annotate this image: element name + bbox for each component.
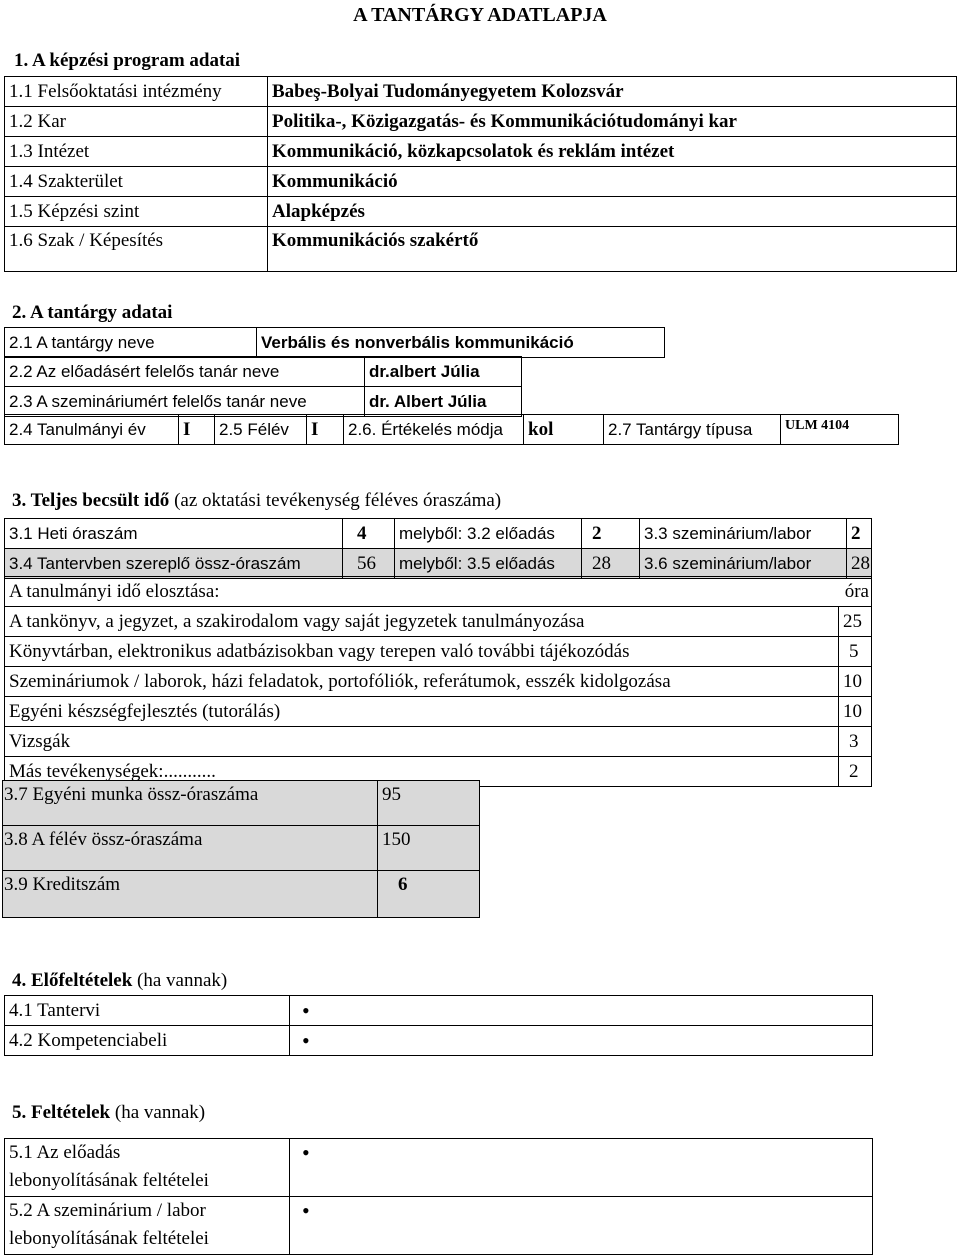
- bullet-icon: •: [290, 996, 873, 1026]
- condition-label-line: lebonyolításának feltételei: [9, 1228, 209, 1249]
- table-row: [3, 871, 480, 918]
- table-row: [5, 667, 872, 697]
- table-row: [5, 387, 522, 417]
- table-row: [5, 107, 957, 137]
- lecturer-value: dr.albert Júlia: [365, 357, 522, 387]
- table-row: [5, 727, 872, 757]
- individual-work-value: 95: [378, 781, 480, 826]
- row-label: 1.4 Szakterület: [5, 167, 268, 197]
- table-row: [5, 697, 872, 727]
- table-row: [3, 781, 480, 826]
- course-type-label: 2.7 Tantárgy típusa: [604, 415, 781, 445]
- prerequisite-label: 4.1 Tantervi: [5, 996, 290, 1026]
- totals-table: [2, 780, 480, 918]
- table-row: [5, 519, 872, 549]
- table-row: [5, 328, 665, 358]
- table-row: [5, 357, 522, 387]
- credits-value: 6: [378, 871, 480, 918]
- section4-heading: [12, 970, 227, 992]
- table-row: [5, 577, 872, 607]
- distribution-row-label: Más tevékenységek:...........: [5, 757, 839, 787]
- distribution-row-value: 2: [839, 757, 872, 787]
- seminar-lecturer-label: 2.3 A szemináriumért felelős tanár neve: [5, 387, 365, 417]
- row-label: 1.5 Képzési szint: [5, 197, 268, 227]
- seminar-lecturer-value: dr. Albert Júlia: [365, 387, 522, 417]
- table-row: [5, 227, 957, 272]
- page-title: A TANTÁRGY ADATLAPJA: [353, 4, 607, 26]
- semester-total-label: 3.8 A félév össz-óraszáma: [3, 826, 378, 871]
- program-data-table: [4, 76, 957, 272]
- row-label: 1.6 Szak / Képesítés: [5, 227, 268, 272]
- prerequisite-label: 4.2 Kompetenciabeli: [5, 1026, 290, 1056]
- section5-heading-bold: 5. Feltételek: [12, 1102, 111, 1123]
- semester-total-value: 150: [378, 826, 480, 871]
- distribution-row-label: Vizsgák: [5, 727, 839, 757]
- total-hours-value: 56: [343, 549, 395, 579]
- total-seminar-value: 28: [847, 549, 872, 579]
- section4-heading-bold: 4. Előfeltételek: [12, 970, 133, 991]
- course-type-value: ULM 4104: [781, 415, 899, 445]
- condition-label-line: 5.2 A szeminárium / labor: [9, 1200, 206, 1221]
- distribution-row-label: Egyéni készségfejlesztés (tutorálás): [5, 697, 839, 727]
- row-value: Alapképzés: [268, 197, 957, 227]
- row-value: Kommunikáció, közkapcsolatok és reklám intézet: [268, 137, 957, 167]
- table-row: [5, 167, 957, 197]
- condition-label-line: 5.1 Az előadás: [9, 1142, 121, 1163]
- time-distribution-table: [4, 576, 872, 787]
- distribution-unit: óra: [839, 577, 872, 607]
- section1-heading: 1. A képzési program adatai: [14, 50, 241, 71]
- evaluation-label: 2.6. Értékelés módja: [344, 415, 524, 445]
- semester-label: 2.5 Félév: [215, 415, 307, 445]
- distribution-row-value: 25: [839, 607, 872, 637]
- distribution-row-label: Szemináriumok / laborok, házi feladatok, portofóliók, referátumok, esszék kidolgozása: [5, 667, 839, 697]
- table-row: [5, 415, 899, 445]
- table-row: [5, 1139, 873, 1197]
- row-value: Politika-, Közigazgatás- és Kommunikációtudományi kar: [268, 107, 957, 137]
- year-value: I: [179, 415, 215, 445]
- section2-heading: 2. A tantárgy adatai: [12, 302, 173, 323]
- table-row: [3, 826, 480, 871]
- row-label: 1.1 Felsőoktatási intézmény: [5, 77, 268, 107]
- row-label: 1.3 Intézet: [5, 137, 268, 167]
- section5-heading: [12, 1102, 205, 1124]
- section3-heading-rest: (az oktatási tevékenység féléves óraszáma): [169, 490, 502, 511]
- total-hours-label: 3.4 Tantervben szereplő össz-óraszám: [5, 549, 343, 579]
- distribution-row-label: A tankönyv, a jegyzet, a szakirodalom vagy saját jegyzetek tanulmányozása: [5, 607, 839, 637]
- bullet-icon: •: [290, 1026, 873, 1056]
- year-label: 2.4 Tanulmányi év: [5, 415, 179, 445]
- course-name-value: Verbális és nonverbális kommunikáció: [257, 328, 665, 358]
- condition-label-line: lebonyolításának feltételei: [9, 1170, 209, 1191]
- weekly-seminar-value: 2: [847, 519, 872, 549]
- row-label: 1.2 Kar: [5, 107, 268, 137]
- table-row: [5, 1197, 873, 1255]
- distribution-row-label: Könyvtárban, elektronikus adatbázisokban vagy terepen való további tájékozódás: [5, 637, 839, 667]
- total-lecture-label: melyből: 3.5 előadás: [395, 549, 582, 579]
- total-seminar-label: 3.6 szeminárium/labor: [640, 549, 847, 579]
- table-row: [5, 607, 872, 637]
- condition-label: [5, 1197, 290, 1255]
- section3-heading: [12, 490, 501, 512]
- weekly-hours-label: 3.1 Heti óraszám: [5, 519, 343, 549]
- table-row: [5, 197, 957, 227]
- table-row: [5, 637, 872, 667]
- course-name-label: 2.1 A tantárgy neve: [5, 328, 257, 358]
- lecturer-label: 2.2 Az előadásért felelős tanár neve: [5, 357, 365, 387]
- table-row: [5, 77, 957, 107]
- section5-heading-rest: (ha vannak): [110, 1102, 206, 1123]
- table-row: [5, 1026, 873, 1056]
- total-lecture-value: 28: [582, 549, 640, 579]
- prerequisites-table: [4, 995, 873, 1056]
- weekly-lecture-value: 2: [582, 519, 640, 549]
- distribution-label: A tanulmányi idő elosztása:: [5, 577, 839, 607]
- hours-table: [4, 518, 872, 579]
- condition-label: [5, 1139, 290, 1197]
- distribution-row-value: 5: [839, 637, 872, 667]
- table-row: [5, 549, 872, 579]
- distribution-row-value: 10: [839, 667, 872, 697]
- evaluation-value: kol: [524, 415, 604, 445]
- semester-value: I: [307, 415, 344, 445]
- course-attributes-table: [4, 414, 899, 445]
- conditions-table: [4, 1138, 873, 1255]
- table-row: [5, 996, 873, 1026]
- lecturer-table: [4, 356, 522, 417]
- distribution-row-value: 3: [839, 727, 872, 757]
- row-value: Babeş-Bolyai Tudományegyetem Kolozsvár: [268, 77, 957, 107]
- credits-label: 3.9 Kreditszám: [3, 871, 378, 918]
- section3-heading-bold: 3. Teljes becsült idő: [12, 490, 170, 511]
- bullet-icon: •: [290, 1139, 873, 1197]
- individual-work-label: 3.7 Egyéni munka össz-óraszáma: [3, 781, 378, 826]
- distribution-row-value: 10: [839, 697, 872, 727]
- section4-heading-rest: (ha vannak): [132, 970, 228, 991]
- table-row: [5, 137, 957, 167]
- row-value: Kommunikációs szakértő: [268, 227, 957, 272]
- weekly-hours-value: 4: [343, 519, 395, 549]
- weekly-lecture-label: melyből: 3.2 előadás: [395, 519, 582, 549]
- course-name-table: [4, 327, 665, 358]
- row-value: Kommunikáció: [268, 167, 957, 197]
- bullet-icon: •: [290, 1197, 873, 1255]
- weekly-seminar-label: 3.3 szeminárium/labor: [640, 519, 847, 549]
